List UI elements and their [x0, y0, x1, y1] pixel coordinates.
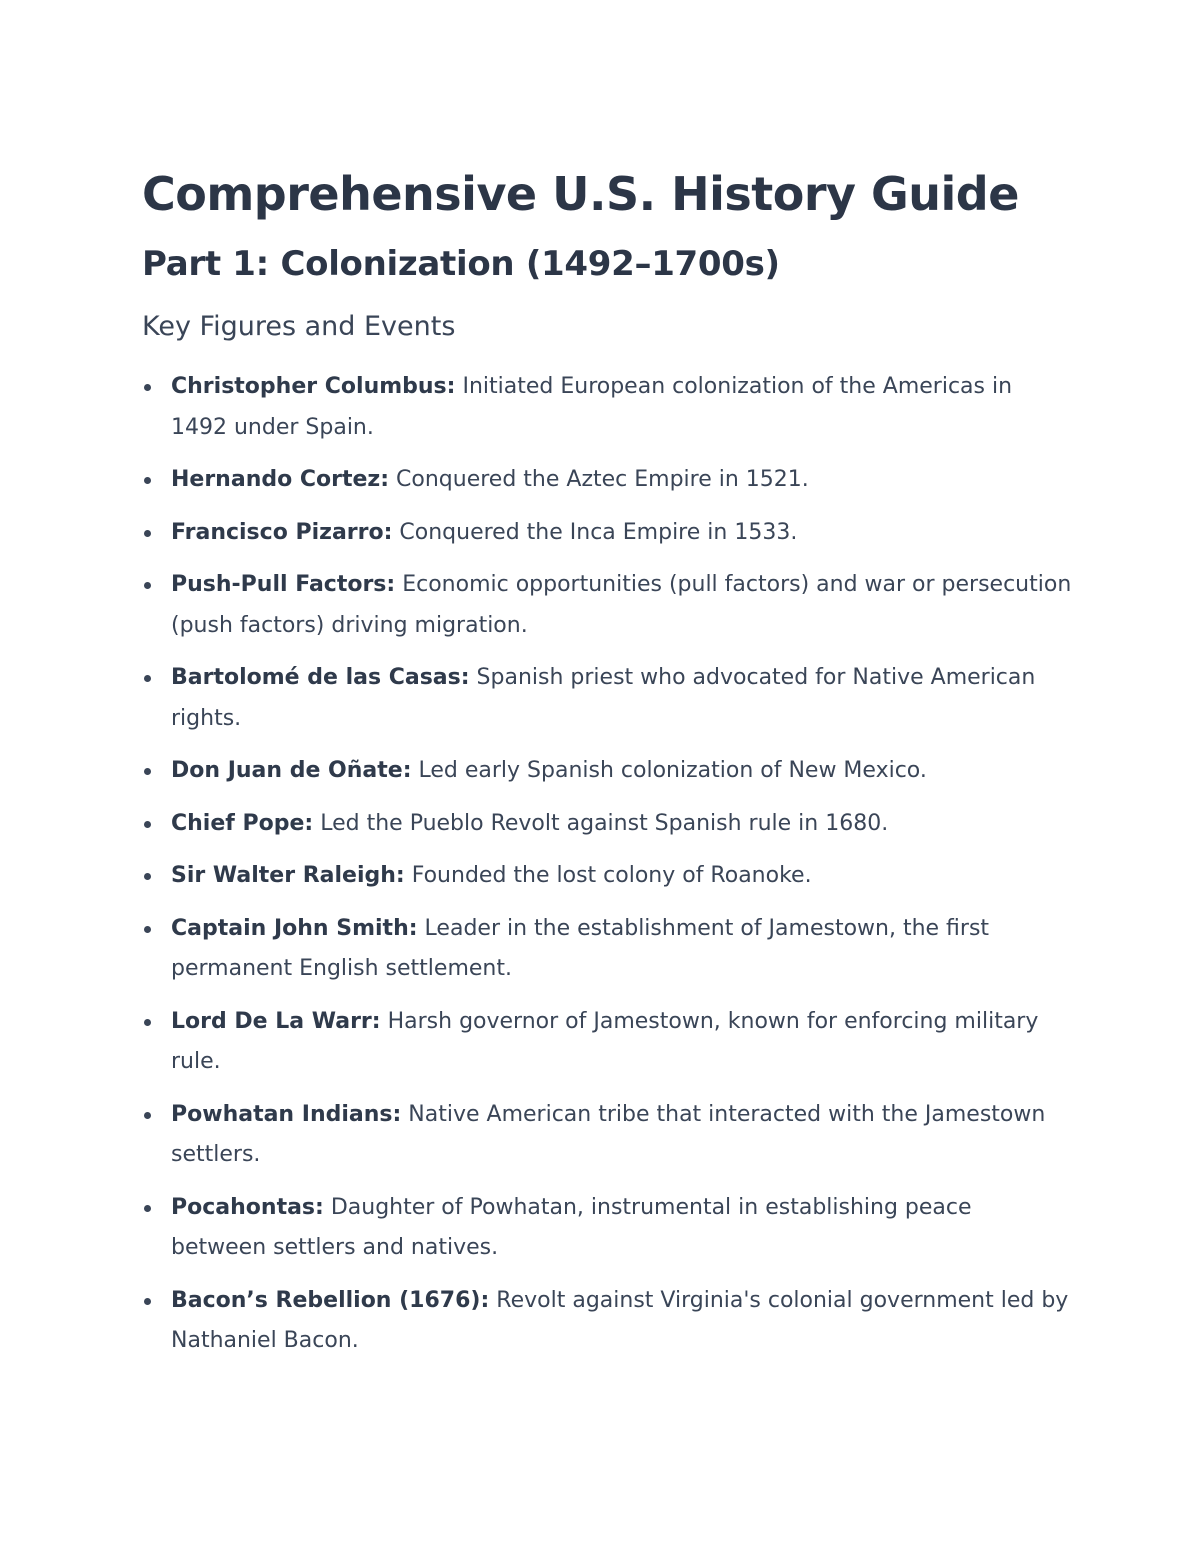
list-item [142, 367, 1072, 448]
list-item [142, 1095, 1072, 1176]
list-item [142, 751, 1072, 792]
bullet-icon [144, 1205, 151, 1212]
item-term: Christopher Columbus [171, 374, 447, 399]
part-heading: Part 1: Colonization (1492–1700s) [142, 244, 780, 284]
item-description: Led early Spanish colonization of New Mexico. [411, 758, 927, 783]
item-description: Harsh governor of Jamestown, known for enforcing military rule. [171, 1008, 1039, 1074]
item-term: Powhatan Indians [171, 1101, 393, 1127]
item-description: Revolt against Virginia's colonial government led by Nathaniel Bacon. [171, 1287, 1069, 1353]
item-term: Sir Walter Raleigh [171, 863, 396, 888]
list-item [142, 460, 1072, 501]
item-separator: : [408, 915, 418, 941]
bullet-icon [144, 873, 151, 880]
bullet-icon [144, 1019, 151, 1026]
item-description: Economic opportunities (pull factors) and war or persecution (push factors) driving migration. [171, 572, 1072, 638]
item-term: Lord De La Warr [171, 1008, 372, 1034]
item-separator: : [446, 374, 456, 399]
bullet-icon [144, 384, 151, 391]
document-title: Comprehensive U.S. History Guide [142, 167, 1019, 221]
item-description: Initiated European colonization of the Americas in 1492 under Spain. [171, 374, 1013, 440]
list-item [142, 565, 1072, 646]
item-term: Don Juan de Oñate [171, 758, 403, 783]
item-separator: : [315, 1194, 324, 1220]
bullet-icon [144, 477, 151, 484]
bullet-icon [144, 1298, 151, 1305]
item-separator: : [386, 572, 396, 597]
bullet-icon [144, 768, 151, 775]
bullet-icon [144, 675, 151, 682]
list-item [142, 513, 1072, 554]
bullet-icon [144, 926, 151, 933]
item-separator: : [395, 863, 405, 888]
bullet-icon [144, 1112, 151, 1119]
item-description: Native American tribe that interacted with the Jamestown settlers. [171, 1101, 1046, 1167]
item-term: Francisco Pizarro [171, 519, 384, 545]
document-page [142, 163, 1072, 1374]
item-separator: : [402, 758, 412, 783]
item-separator: : [392, 1101, 402, 1127]
item-description: Spanish priest who advocated for Native American rights. [171, 665, 1036, 731]
item-term: Chief Pope [171, 810, 305, 836]
item-description: Founded the lost colony of Roanoke. [404, 863, 812, 888]
item-separator: : [460, 665, 470, 690]
key-figures-list [142, 367, 1072, 1362]
list-item [142, 856, 1072, 897]
item-term: Bacon’s Rebellion (1676) [171, 1287, 481, 1313]
item-description: Conquered the Inca Empire in 1533. [392, 519, 798, 545]
item-separator: : [380, 467, 390, 492]
list-item [142, 804, 1072, 845]
item-description: Leader in the establishment of Jamestown, the first permanent English settlement. [171, 915, 990, 981]
list-item [142, 1002, 1072, 1083]
item-term: Bartolomé de las Casas [171, 665, 461, 690]
item-separator: : [371, 1008, 381, 1034]
item-separator: : [383, 519, 393, 545]
bullet-icon [144, 821, 151, 828]
list-item [142, 658, 1072, 739]
item-description: Daughter of Powhatan, instrumental in establishing peace between settlers and natives. [171, 1194, 972, 1260]
bullet-icon [144, 530, 151, 537]
section-heading: Key Figures and Events [142, 311, 456, 342]
list-item [142, 909, 1072, 990]
item-description: Led the Pueblo Revolt against Spanish rule in 1680. [313, 810, 889, 836]
list-item [142, 1188, 1072, 1269]
item-term: Captain John Smith [171, 915, 409, 941]
item-term: Hernando Cortez [171, 467, 381, 492]
item-separator: : [480, 1287, 490, 1313]
item-description: Conquered the Aztec Empire in 1521. [389, 467, 809, 492]
item-separator: : [304, 810, 314, 836]
item-term: Push-Pull Factors [171, 572, 387, 597]
bullet-icon [144, 582, 151, 589]
item-term: Pocahontas [171, 1194, 316, 1220]
list-item [142, 1281, 1072, 1362]
